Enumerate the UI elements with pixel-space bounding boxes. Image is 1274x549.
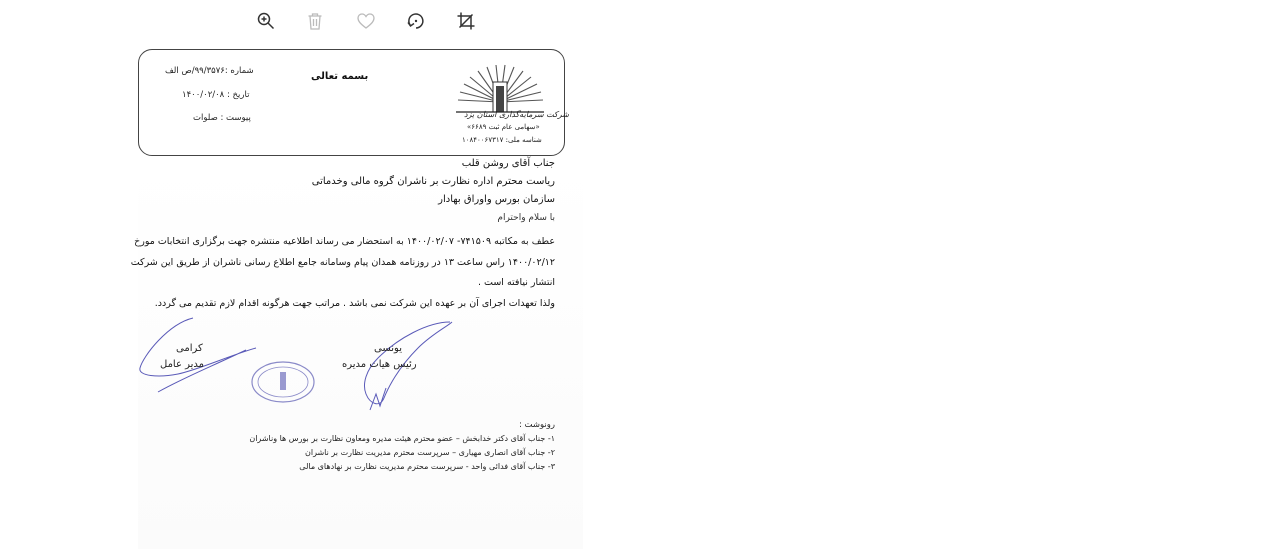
favorite-button[interactable] bbox=[353, 8, 379, 34]
greeting: با سلام واحترام bbox=[497, 213, 555, 223]
zoom-in-button[interactable] bbox=[253, 8, 279, 34]
letter-date: تاریخ : ۱۴۰۰/۰۲/۰۸ bbox=[182, 90, 250, 100]
cc-heading: رونوشت : bbox=[518, 420, 555, 430]
ceo-title: مدیر عامل bbox=[160, 359, 205, 370]
chair-title: رئیس هیات مدیره bbox=[342, 359, 417, 370]
heart-icon bbox=[356, 11, 376, 31]
rotate-button[interactable] bbox=[403, 8, 429, 34]
body-paragraph-line: انتشار نیافته است . bbox=[477, 277, 555, 288]
image-toolbar bbox=[0, 8, 1274, 34]
letterhead bbox=[138, 49, 569, 156]
chair-name: یونسی bbox=[374, 343, 402, 354]
body-paragraph-line: عطف به مکاتبه ۷۴۱۵۰۹- ۱۴۰۰/۰۲/۰۷ به استحضار می رساند اطلاعیه منتشره جهت برگزاری انتخابات مورخ bbox=[134, 236, 555, 247]
recipient-title: ریاست محترم اداره نظارت بر ناشران گروه مالی وخدماتی bbox=[311, 176, 555, 187]
letter-attachment: پیوست : صلوات bbox=[193, 113, 251, 123]
body-paragraph-line: ولذا تعهدات اجرای آن بر عهده این شرکت نمی باشد . مراتب جهت هرگونه اقدام لازم تقدیم می گردد. bbox=[154, 298, 555, 309]
recipient-organization: سازمان بورس واوراق بهادار bbox=[438, 194, 555, 205]
company-registration: «سهامی عام ثبت ۶۶۸۹» bbox=[467, 123, 540, 131]
body-paragraph-line: ۱۴۰۰/۰۲/۱۲ راس ساعت ۱۳ در روزنامه همدان پیام وسامانه جامع اطلاع رسانی ناشران از طریق این شرکت bbox=[130, 257, 555, 268]
rotate-icon bbox=[406, 11, 426, 31]
scanned-letter bbox=[130, 48, 583, 549]
ceo-name: کرامی bbox=[176, 343, 203, 354]
delete-button[interactable] bbox=[302, 8, 328, 34]
crop-icon bbox=[456, 11, 476, 31]
zoom-in-icon bbox=[256, 11, 276, 31]
bismillah-heading: بسمه تعالی bbox=[311, 71, 369, 82]
company-national-id: شناسه ملی: ۱۰۸۴۰۰۶۷۳۱۷ bbox=[462, 136, 542, 144]
company-name: شرکت سرمایه‌گذاری استان یزد bbox=[464, 110, 569, 119]
cc-item: ۱- جناب آقای دکتر خدابخش – عضو محترم هیئت مدیره ومعاون نظارت بر بورس ها وناشران bbox=[249, 434, 555, 443]
trash-icon bbox=[305, 11, 325, 31]
cc-item: ۲- جناب آقای انصاری مهیاری – سرپرست محترم مدیریت نظارت بر ناشران bbox=[304, 448, 555, 457]
company-seal-icon bbox=[250, 360, 316, 404]
letter-number: شماره :۹۹/۳۵۷۶/ص الف bbox=[165, 66, 254, 76]
recipient-name: جناب آقای روشن قلب bbox=[461, 158, 555, 169]
crop-button[interactable] bbox=[453, 8, 479, 34]
ceo-signature bbox=[138, 316, 263, 398]
cc-item: ۳- جناب آقای فدائی واحد - سرپرست محترم مدیریت نظارت بر نهادهای مالی bbox=[299, 462, 555, 471]
